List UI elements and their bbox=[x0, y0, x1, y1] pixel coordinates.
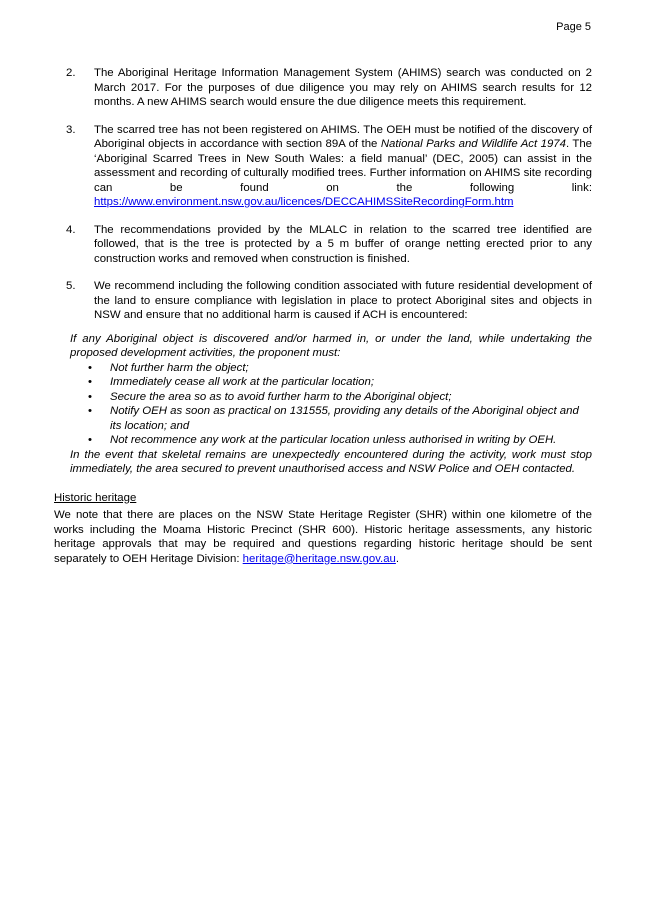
condition-intro: If any Aboriginal object is discovered and/or harmed in, or under the land, while undertaking the proposed development activities, the proponent must: bbox=[70, 332, 592, 359]
list-item: • Not further harm the object; bbox=[70, 361, 592, 376]
item-text: The scarred tree has not been registered on AHIMS. The OEH must be notified of the discovery of Aboriginal objects in accordance with section 89A of the National Parks and Wildlife Act 1974. The ‘Aboriginal Scarred Trees in New South Wales: a field manual’ (DEC, 2005) can assist in the assessment and recording of culturally modified trees. Further information on AHIMS site recording can be found on the following link: https://www.environment.nsw.gov.au/licences/DECCAHIMSSiteRecordingForm.htm bbox=[94, 123, 592, 208]
item-number: 4. bbox=[66, 223, 76, 236]
bullet-icon: • bbox=[88, 361, 92, 374]
item-text: The recommendations provided by the MLALC in relation to the scarred tree identified are followed, that is the tree is protected by a 5 m buffer of orange netting erected prior to any construction works and removed when construction is finished. bbox=[94, 223, 592, 265]
item-number: 5. bbox=[66, 280, 76, 292]
numbered-item-5 bbox=[54, 279, 592, 323]
condition-closing: In the event that skeletal remains are unexpectedly encountered during the activity, work must stop immediately, the area secured to prevent unauthorised access and NSW Police and OEH contacted. bbox=[70, 448, 592, 475]
historic-heritage-paragraph: We note that there are places on the NSW State Heritage Register (SHR) within one kilometre of the works including the Moama Historic Precinct (SHR 600). Historic heritage assessments, any historic heritage approvals that may be required and questions regarding historic heritage should be sent separately to OEH Heritage Division: heritage@heritage.nsw.gov.au. bbox=[54, 509, 592, 565]
ahims-form-link[interactable]: https://www.environment.nsw.gov.au/licences/DECCAHIMSSiteRecordingForm.htm bbox=[94, 196, 514, 208]
list-item: • Not recommence any work at the particular location unless authorised in writing by OEH. bbox=[70, 433, 592, 448]
numbered-item-2 bbox=[54, 66, 592, 110]
numbered-item-4 bbox=[54, 223, 592, 267]
list-item: • Secure the area so as to avoid further harm to the Aboriginal object; bbox=[70, 390, 592, 405]
bullet-icon: • bbox=[88, 405, 92, 417]
item-number: 3. bbox=[66, 123, 76, 136]
item-text: We recommend including the following condition associated with future residential development of the land to ensure compliance with legislation in place to protect Aboriginal sites and objects in NSW and ensure that no additional harm is caused if ACH is encountered: bbox=[94, 280, 592, 321]
bullet-icon: • bbox=[88, 390, 92, 403]
page-number: Page 5 bbox=[556, 21, 591, 33]
historic-heritage-heading: Historic heritage bbox=[54, 491, 137, 504]
condition-bullet-list bbox=[70, 361, 592, 448]
list-item: • Immediately cease all work at the particular location; bbox=[70, 375, 592, 390]
item-text: The Aboriginal Heritage Information Management System (AHIMS) search was conducted on 2 March 2017. For the purposes of due diligence you may rely on AHIMS search results for 12 months. A new AHIMS search would ensure the due diligence meets this requirement. bbox=[94, 67, 592, 108]
bullet-icon: • bbox=[88, 376, 92, 388]
list-item: • Notify OEH as soon as practical on 131555, providing any details of the Aboriginal object and its location; and bbox=[70, 404, 592, 433]
act-title: National Parks and Wildlife Act 1974 bbox=[380, 138, 566, 150]
item-number: 2. bbox=[66, 67, 76, 79]
bullet-icon: • bbox=[88, 434, 92, 446]
numbered-item-3 bbox=[54, 123, 592, 210]
heritage-email-link[interactable]: heritage@heritage.nsw.gov.au bbox=[242, 552, 396, 565]
document-body bbox=[54, 66, 592, 566]
